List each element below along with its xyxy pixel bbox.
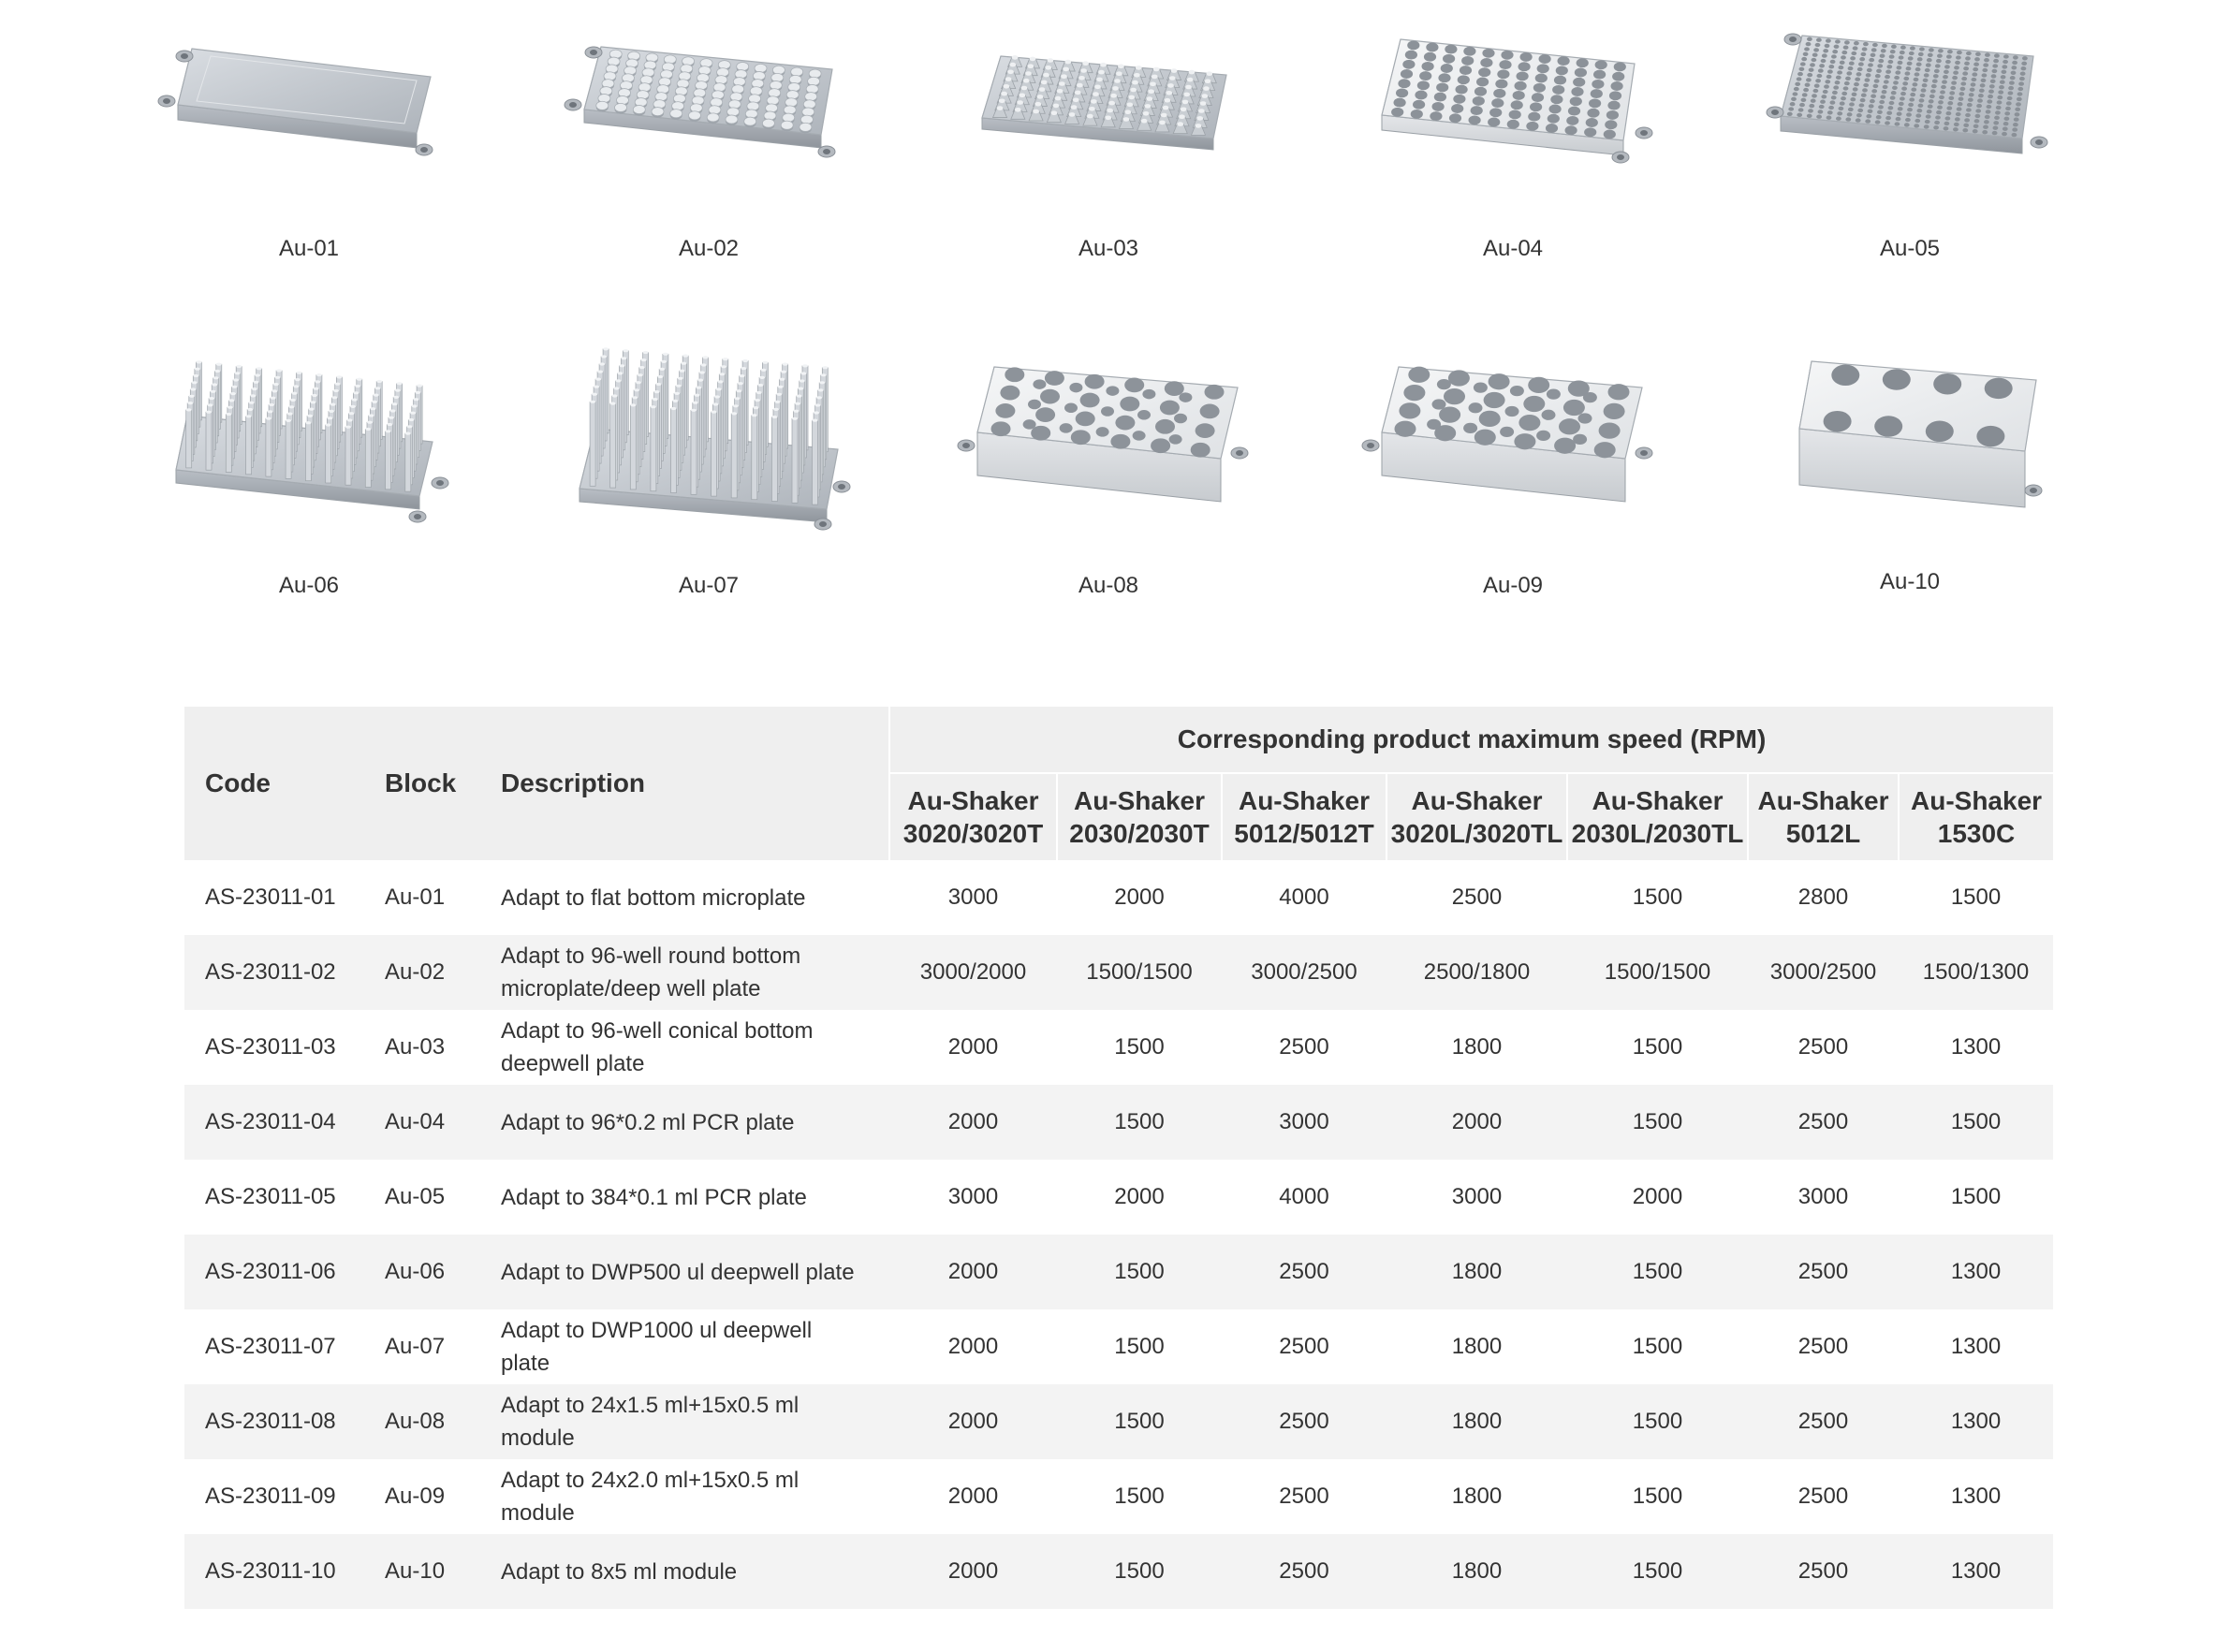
cell-block: Au-07 <box>377 1309 484 1384</box>
block-image-au-08 <box>940 339 1277 563</box>
cell-description: Adapt to 96*0.2 ml PCR plate <box>484 1085 889 1160</box>
cell-speed: 1800 <box>1386 1010 1567 1085</box>
cell-speed: 1500 <box>1567 1534 1748 1609</box>
block-card-au-02 <box>540 19 877 328</box>
cell-speed: 3000 <box>1222 1085 1386 1160</box>
cell-speed: 1300 <box>1899 1010 2053 1085</box>
table-row <box>184 1384 2053 1459</box>
header-code: Code <box>184 707 377 860</box>
table-row <box>184 935 2053 1010</box>
cell-block: Au-02 <box>377 935 484 1010</box>
cell-speed: 1800 <box>1386 1309 1567 1384</box>
cell-speed: 1500 <box>1567 860 1748 935</box>
cell-speed: 1500 <box>1567 1235 1748 1309</box>
cell-speed: 2000 <box>1567 1160 1748 1235</box>
cell-description: Adapt to 8x5 ml module <box>484 1534 889 1609</box>
block-image-au-01 <box>140 19 477 243</box>
block-card-au-06 <box>140 339 477 648</box>
cell-speed: 3000 <box>1386 1160 1567 1235</box>
block-card-au-09 <box>1344 339 1681 648</box>
cell-speed: 1500/1500 <box>1567 935 1748 1010</box>
block-label: Au-01 <box>278 236 340 261</box>
cell-speed: 2000 <box>1057 860 1222 935</box>
cell-speed: 2000 <box>889 1010 1057 1085</box>
table-row <box>184 1085 2053 1160</box>
cell-block: Au-01 <box>377 860 484 935</box>
block-image-au-06 <box>140 339 477 563</box>
cell-code: AS-23011-06 <box>184 1235 377 1309</box>
cell-speed: 2500 <box>1222 1235 1386 1309</box>
speed-table <box>184 707 2053 1609</box>
cell-code: AS-23011-08 <box>184 1384 377 1459</box>
cell-speed: 2500 <box>1748 1384 1899 1459</box>
cell-code: AS-23011-03 <box>184 1010 377 1085</box>
cell-speed: 2000 <box>889 1309 1057 1384</box>
table-row <box>184 1010 2053 1085</box>
cell-speed: 1300 <box>1899 1309 2053 1384</box>
block-label: Au-02 <box>678 236 740 261</box>
table-row <box>184 1459 2053 1534</box>
block-card-au-05 <box>1741 19 2078 328</box>
cell-speed: 1500 <box>1567 1085 1748 1160</box>
cell-block: Au-06 <box>377 1235 484 1309</box>
cell-speed: 2000 <box>889 1384 1057 1459</box>
cell-speed: 3000 <box>1748 1160 1899 1235</box>
cell-speed: 1800 <box>1386 1534 1567 1609</box>
cell-description: Adapt to 24x2.0 ml+15x0.5 ml module <box>484 1459 889 1534</box>
cell-speed: 2500 <box>1748 1309 1899 1384</box>
header-block: Block <box>377 707 484 860</box>
cell-code: AS-23011-04 <box>184 1085 377 1160</box>
cell-speed: 1800 <box>1386 1384 1567 1459</box>
block-label: Au-10 <box>1879 569 1941 594</box>
block-card-au-10 <box>1741 339 2078 648</box>
cell-speed: 2500 <box>1748 1235 1899 1309</box>
header-description: Description <box>484 707 889 860</box>
table-body <box>184 860 2053 1609</box>
block-card-au-01 <box>140 19 477 328</box>
cell-code: AS-23011-02 <box>184 935 377 1010</box>
cell-speed: 2500 <box>1222 1384 1386 1459</box>
cell-code: AS-23011-05 <box>184 1160 377 1235</box>
block-image-au-07 <box>540 339 877 563</box>
header-model: Au-Shaker 2030L/2030TL <box>1567 773 1748 860</box>
cell-block: Au-08 <box>377 1384 484 1459</box>
cell-speed: 3000 <box>889 1160 1057 1235</box>
cell-speed: 1800 <box>1386 1235 1567 1309</box>
cell-description: Adapt to 96-well round bottom microplate/deep well plate <box>484 935 889 1010</box>
block-card-au-04 <box>1344 19 1681 328</box>
block-image-au-09 <box>1344 339 1681 563</box>
table-row <box>184 1309 2053 1384</box>
block-label: Au-03 <box>1078 236 1139 261</box>
cell-description: Adapt to 24x1.5 ml+15x0.5 ml module <box>484 1384 889 1459</box>
cell-speed: 1500 <box>1899 860 2053 935</box>
block-card-au-03 <box>940 19 1277 328</box>
block-label: Au-04 <box>1482 236 1544 261</box>
cell-speed: 2800 <box>1748 860 1899 935</box>
cell-speed: 1500 <box>1567 1309 1748 1384</box>
table-header <box>184 707 2053 860</box>
cell-code: AS-23011-07 <box>184 1309 377 1384</box>
cell-block: Au-04 <box>377 1085 484 1160</box>
table-row <box>184 1235 2053 1309</box>
cell-speed: 2500 <box>1222 1010 1386 1085</box>
block-image-au-05 <box>1741 19 2078 243</box>
cell-speed: 1500 <box>1567 1010 1748 1085</box>
cell-speed: 2500/1800 <box>1386 935 1567 1010</box>
cell-speed: 4000 <box>1222 860 1386 935</box>
cell-speed: 1500 <box>1057 1384 1222 1459</box>
cell-code: AS-23011-09 <box>184 1459 377 1534</box>
cell-speed: 2000 <box>1386 1085 1567 1160</box>
cell-block: Au-03 <box>377 1010 484 1085</box>
block-label: Au-06 <box>278 573 340 598</box>
cell-description: Adapt to flat bottom microplate <box>484 860 889 935</box>
product-gallery <box>0 0 2230 655</box>
cell-speed: 2500 <box>1748 1085 1899 1160</box>
cell-block: Au-09 <box>377 1459 484 1534</box>
cell-description: Adapt to 384*0.1 ml PCR plate <box>484 1160 889 1235</box>
block-image-au-02 <box>540 19 877 243</box>
cell-speed: 1500 <box>1567 1384 1748 1459</box>
cell-speed: 2500 <box>1748 1534 1899 1609</box>
block-label: Au-09 <box>1482 573 1544 598</box>
block-card-au-07 <box>540 339 877 648</box>
cell-speed: 2500 <box>1748 1010 1899 1085</box>
cell-speed: 1300 <box>1899 1384 2053 1459</box>
cell-speed: 1500 <box>1057 1459 1222 1534</box>
cell-speed: 3000/2500 <box>1222 935 1386 1010</box>
block-card-au-08 <box>940 339 1277 648</box>
cell-speed: 1500 <box>1057 1235 1222 1309</box>
block-label: Au-05 <box>1879 236 1941 261</box>
cell-speed: 1500 <box>1567 1459 1748 1534</box>
cell-speed: 3000/2000 <box>889 935 1057 1010</box>
cell-description: Adapt to DWP500 ul deepwell plate <box>484 1235 889 1309</box>
cell-speed: 3000/2500 <box>1748 935 1899 1010</box>
cell-speed: 1500 <box>1057 1085 1222 1160</box>
cell-speed: 1500/1500 <box>1057 935 1222 1010</box>
cell-speed: 1500 <box>1057 1309 1222 1384</box>
header-model: Au-Shaker 3020/3020T <box>889 773 1057 860</box>
block-image-au-03 <box>940 19 1277 243</box>
cell-speed: 2000 <box>889 1459 1057 1534</box>
cell-speed: 2000 <box>889 1235 1057 1309</box>
cell-description: Adapt to DWP1000 ul deepwell plate <box>484 1309 889 1384</box>
cell-speed: 2500 <box>1222 1534 1386 1609</box>
cell-speed: 4000 <box>1222 1160 1386 1235</box>
cell-speed: 2000 <box>889 1534 1057 1609</box>
cell-speed: 1500 <box>1899 1085 2053 1160</box>
cell-code: AS-23011-01 <box>184 860 377 935</box>
header-model: Au-Shaker 1530C <box>1899 773 2053 860</box>
block-image-au-10 <box>1741 339 2078 563</box>
cell-speed: 1800 <box>1386 1459 1567 1534</box>
cell-speed: 1500 <box>1057 1534 1222 1609</box>
cell-block: Au-10 <box>377 1534 484 1609</box>
table-row <box>184 1160 2053 1235</box>
header-model: Au-Shaker 2030/2030T <box>1057 773 1222 860</box>
block-image-au-04 <box>1344 19 1681 243</box>
speed-table-container <box>184 707 2053 1609</box>
cell-speed: 2000 <box>1057 1160 1222 1235</box>
cell-speed: 1500 <box>1057 1010 1222 1085</box>
cell-speed: 2500 <box>1222 1309 1386 1384</box>
table-row <box>184 860 2053 935</box>
cell-speed: 3000 <box>889 860 1057 935</box>
cell-speed: 1300 <box>1899 1534 2053 1609</box>
cell-speed: 1500 <box>1899 1160 2053 1235</box>
header-model: Au-Shaker 5012/5012T <box>1222 773 1386 860</box>
table-row <box>184 1534 2053 1609</box>
block-label: Au-08 <box>1078 573 1139 598</box>
cell-block: Au-05 <box>377 1160 484 1235</box>
cell-speed: 1300 <box>1899 1459 2053 1534</box>
cell-description: Adapt to 96-well conical bottom deepwell plate <box>484 1010 889 1085</box>
header-speed-group: Corresponding product maximum speed (RPM) <box>889 707 2053 773</box>
cell-code: AS-23011-10 <box>184 1534 377 1609</box>
block-label: Au-07 <box>678 573 740 598</box>
cell-speed: 2500 <box>1386 860 1567 935</box>
header-model: Au-Shaker 5012L <box>1748 773 1899 860</box>
cell-speed: 2500 <box>1748 1459 1899 1534</box>
cell-speed: 2000 <box>889 1085 1057 1160</box>
cell-speed: 2500 <box>1222 1459 1386 1534</box>
cell-speed: 1500/1300 <box>1899 935 2053 1010</box>
cell-speed: 1300 <box>1899 1235 2053 1309</box>
header-model: Au-Shaker 3020L/3020TL <box>1386 773 1567 860</box>
